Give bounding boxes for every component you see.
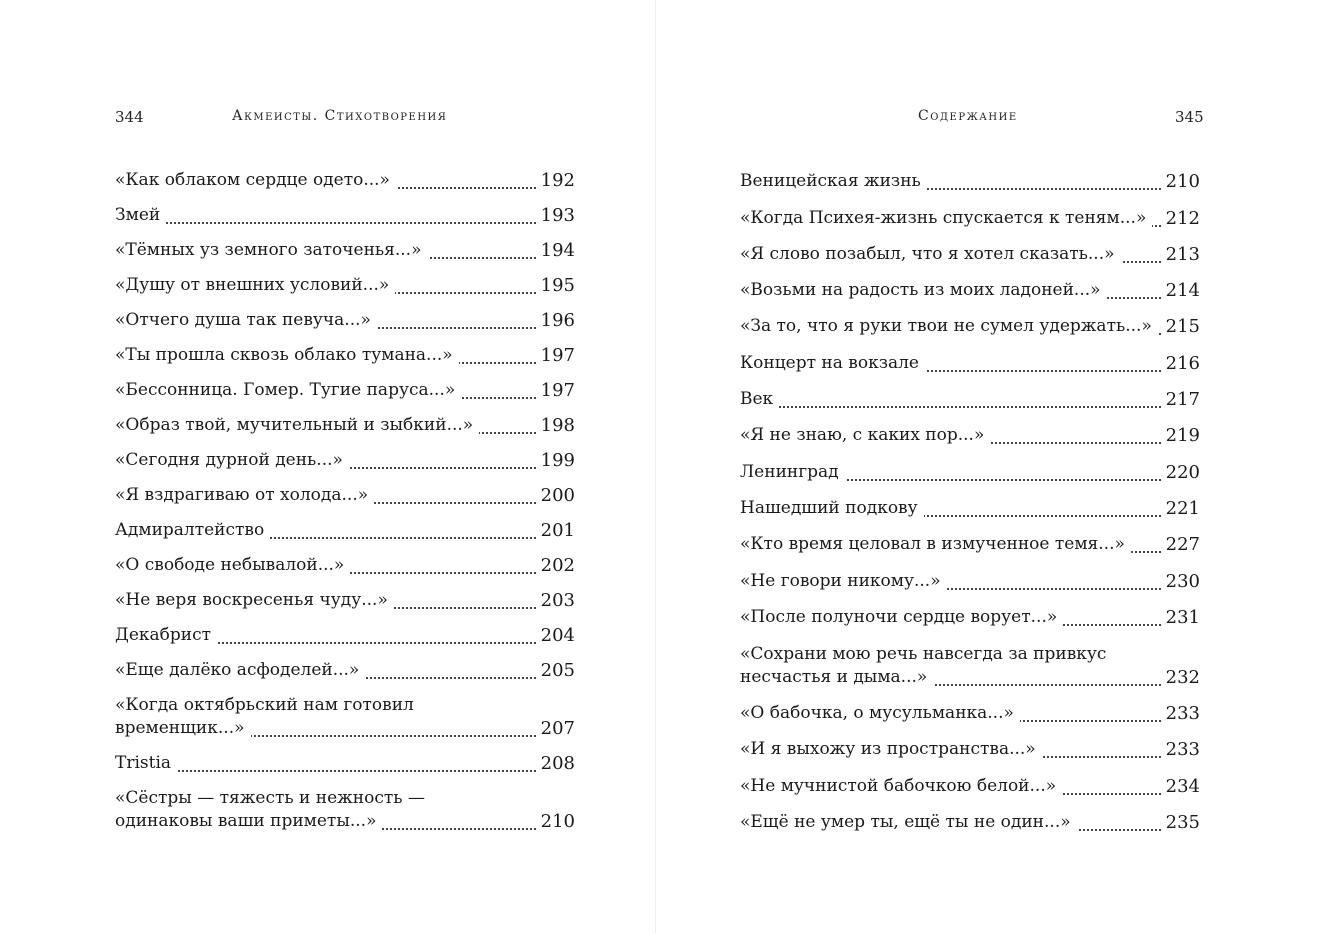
toc-entry-line xyxy=(115,589,575,612)
toc-entry xyxy=(740,689,1200,725)
toc-entry-title-line1: «Когда октябрьский нам готовил xyxy=(115,695,414,715)
toc-entry-line xyxy=(115,659,575,682)
toc-entry-title: Концерт на вокзале xyxy=(740,353,925,373)
toc-entry-line xyxy=(115,752,575,775)
toc-entry-title: «Образ твой, мучительный и зыбкий...» xyxy=(115,415,479,435)
toc-entry-page-number: 233 xyxy=(1162,702,1200,725)
right-running-head: Содержание xyxy=(918,108,1018,124)
toc-entry-page-number: 197 xyxy=(537,344,575,367)
toc-entry xyxy=(115,775,575,833)
toc-entry-title: «Кто время целовал в измученное темя...» xyxy=(740,534,1131,554)
toc-entry xyxy=(115,402,575,437)
toc-entry-page-number: 197 xyxy=(537,379,575,402)
toc-entry xyxy=(740,157,1200,193)
toc-entry-line xyxy=(740,570,1200,593)
toc-entry xyxy=(115,437,575,472)
toc-entry xyxy=(115,192,575,227)
toc-entry-page-number: 213 xyxy=(1162,243,1200,266)
toc-entry xyxy=(740,230,1200,266)
toc-entry xyxy=(115,647,575,682)
toc-entry-line xyxy=(115,717,575,740)
toc-entry-page-number: 215 xyxy=(1162,315,1200,338)
toc-entry-title: «Ещё не умер ты, ещё ты не один...» xyxy=(740,812,1077,832)
toc-entry-line xyxy=(740,170,1200,193)
toc-entry xyxy=(740,447,1200,483)
toc-entry-title: временщик...» xyxy=(115,718,251,738)
toc-entry xyxy=(740,629,1200,689)
toc-entry-page-number: 196 xyxy=(537,309,575,332)
toc-entry xyxy=(115,472,575,507)
toc-entry xyxy=(740,302,1200,338)
toc-entry-title: Tristia xyxy=(115,753,177,773)
left-page xyxy=(0,0,656,933)
toc-entry-line xyxy=(740,243,1200,266)
toc-entry-title: «Тёмных уз земного заточенья...» xyxy=(115,240,428,260)
dot-leader xyxy=(115,770,575,772)
toc-entry-title: Веницейская жизнь xyxy=(740,171,927,191)
toc-entry-title: «Как облаком сердце одето...» xyxy=(115,170,396,190)
toc-entry-line xyxy=(740,315,1200,338)
toc-entry-page-number: 230 xyxy=(1162,570,1200,593)
toc-entry-page-number: 234 xyxy=(1162,775,1200,798)
toc-entry-line xyxy=(740,279,1200,302)
toc-entry xyxy=(740,593,1200,629)
toc-entry-page-number: 233 xyxy=(1162,738,1200,761)
toc-entry xyxy=(115,262,575,297)
toc-entry xyxy=(740,556,1200,592)
toc-entry xyxy=(740,725,1200,761)
toc-entry-page-number: 205 xyxy=(537,659,575,682)
toc-entry xyxy=(740,798,1200,834)
toc-entry-page-number: 220 xyxy=(1162,461,1200,484)
toc-entry-page-number: 193 xyxy=(537,204,575,227)
toc-entry-page-number: 231 xyxy=(1162,606,1200,629)
toc-entry-line xyxy=(740,424,1200,447)
toc-entry-line xyxy=(740,388,1200,411)
toc-entry-page-number: 192 xyxy=(537,169,575,192)
toc-entry xyxy=(740,338,1200,374)
toc-entry-title: Ленинград xyxy=(740,462,845,482)
toc-entry-page-number: 202 xyxy=(537,554,575,577)
toc-entry xyxy=(115,507,575,542)
toc-entry-line xyxy=(115,554,575,577)
toc-entry-page-number: 217 xyxy=(1162,388,1200,411)
toc-entry-page-number: 199 xyxy=(537,449,575,472)
toc-entry-line xyxy=(115,239,575,262)
toc-entry-page-number: 210 xyxy=(1162,170,1200,193)
toc-entry-page-number: 208 xyxy=(537,752,575,775)
toc-entry-line xyxy=(115,204,575,227)
toc-entry-line xyxy=(115,484,575,507)
toc-entry xyxy=(115,542,575,577)
toc-entry xyxy=(115,577,575,612)
toc-entry-line xyxy=(740,606,1200,629)
toc-entry-page-number: 207 xyxy=(537,717,575,740)
toc-entry-title: Декабрист xyxy=(115,625,217,645)
toc-entry-title: «Возьми на радость из моих ладоней...» xyxy=(740,280,1107,300)
toc-entry-line xyxy=(740,352,1200,375)
right-page-number: 345 xyxy=(1175,108,1204,126)
dot-leader xyxy=(740,406,1200,408)
toc-entry-page-number: 201 xyxy=(537,519,575,542)
toc-entry xyxy=(115,332,575,367)
toc-entry-line xyxy=(740,775,1200,798)
toc-entry-page-number: 195 xyxy=(537,274,575,297)
toc-entry-page-number: 204 xyxy=(537,624,575,647)
toc-entry-title: «Не мучнистой бабочкою белой...» xyxy=(740,776,1062,796)
toc-entry-line xyxy=(740,533,1200,556)
toc-entry-line xyxy=(115,519,575,542)
toc-entry-title: «Отчего душа так певуча...» xyxy=(115,310,377,330)
toc-entry xyxy=(115,682,575,740)
toc-entry-line xyxy=(115,810,575,833)
left-running-head: Акмеисты. Стихотворения xyxy=(232,108,448,124)
toc-entry-line xyxy=(115,169,575,192)
toc-entry-title: «Не веря воскресенья чуду...» xyxy=(115,590,394,610)
toc-entry xyxy=(740,484,1200,520)
toc-entry-line xyxy=(740,811,1200,834)
toc-entry-title: «И я выхожу из пространства...» xyxy=(740,739,1042,759)
toc-entry xyxy=(740,411,1200,447)
toc-entry-title: «Душу от внешних условий...» xyxy=(115,275,395,295)
toc-entry-line xyxy=(740,702,1200,725)
toc-entry-page-number: 200 xyxy=(537,484,575,507)
toc-entry xyxy=(115,157,575,192)
toc-entry-title: «Бессонница. Гомер. Тугие паруса...» xyxy=(115,380,461,400)
toc-entry-page-number: 216 xyxy=(1162,352,1200,375)
left-page-number: 344 xyxy=(115,108,144,126)
toc-entry-title: «Еще далёко асфоделей...» xyxy=(115,660,365,680)
toc-entry-title: «О бабочка, о мусульманка...» xyxy=(740,703,1020,723)
toc-entry-title: одинаковы ваши приметы...» xyxy=(115,811,382,831)
toc-entry-title: «Я не знаю, с каких пор...» xyxy=(740,425,990,445)
toc-entry-page-number: 198 xyxy=(537,414,575,437)
toc-entry-title: «За то, что я руки твои не сумел удержать...» xyxy=(740,316,1158,336)
toc-entry-line xyxy=(740,497,1200,520)
toc-entry-line xyxy=(740,738,1200,761)
toc-entry xyxy=(115,740,575,775)
toc-entry-page-number: 194 xyxy=(537,239,575,262)
toc-entry-title: «Когда Психея-жизнь спускается к теням...» xyxy=(740,208,1152,228)
toc-entry-line xyxy=(740,666,1200,689)
toc-entry-page-number: 214 xyxy=(1162,279,1200,302)
toc-entry xyxy=(740,266,1200,302)
toc-entry-line xyxy=(115,309,575,332)
toc-entry-line xyxy=(115,624,575,647)
toc-entry xyxy=(115,297,575,332)
toc-entry-title-line1: «Сёстры — тяжесть и нежность — xyxy=(115,788,425,808)
toc-entry-page-number: 212 xyxy=(1162,207,1200,230)
toc-entry-page-number: 235 xyxy=(1162,811,1200,834)
toc-entry-line xyxy=(115,449,575,472)
toc-entry-line xyxy=(115,274,575,297)
dot-leader xyxy=(115,222,575,224)
toc-entry-page-number: 203 xyxy=(537,589,575,612)
toc-entry-title: «После полуночи сердце ворует...» xyxy=(740,607,1063,627)
toc-entry-line xyxy=(115,414,575,437)
toc-entry-page-number: 219 xyxy=(1162,424,1200,447)
toc-entry xyxy=(740,761,1200,797)
toc-entry-page-number: 210 xyxy=(537,810,575,833)
toc-entry-line xyxy=(740,461,1200,484)
toc-entry-title: несчастья и дыма...» xyxy=(740,667,933,687)
toc-entry-title: «Я вздрагиваю от холода...» xyxy=(115,485,374,505)
right-toc-list xyxy=(740,157,1200,834)
toc-entry xyxy=(115,227,575,262)
toc-entry-page-number: 221 xyxy=(1162,497,1200,520)
toc-entry xyxy=(740,375,1200,411)
toc-entry-title: «Не говори никому...» xyxy=(740,571,947,591)
toc-entry-title-line1: «Сохрани мою речь навсегда за привкус xyxy=(740,643,1107,664)
toc-entry-line xyxy=(115,379,575,402)
toc-entry xyxy=(115,612,575,647)
toc-entry-title: Век xyxy=(740,389,779,409)
toc-entry-line xyxy=(115,344,575,367)
toc-entry-title: Адмиралтейство xyxy=(115,520,270,540)
toc-entry-title: Змей xyxy=(115,205,166,225)
toc-entry-line xyxy=(740,207,1200,230)
right-page xyxy=(656,0,1324,933)
toc-entry-title: «Я слово позабыл, что я хотел сказать...» xyxy=(740,244,1121,264)
toc-entry-page-number: 227 xyxy=(1162,533,1200,556)
toc-entry xyxy=(740,520,1200,556)
toc-entry-title: Нашедший подкову xyxy=(740,498,924,518)
toc-entry xyxy=(740,193,1200,229)
toc-entry-title: «О свободе небывалой...» xyxy=(115,555,350,575)
toc-entry-page-number: 232 xyxy=(1162,666,1200,689)
toc-entry xyxy=(115,367,575,402)
toc-entry-title: «Ты прошла сквозь облако тумана...» xyxy=(115,345,459,365)
toc-entry-title: «Сегодня дурной день...» xyxy=(115,450,349,470)
left-toc-list xyxy=(115,157,575,833)
